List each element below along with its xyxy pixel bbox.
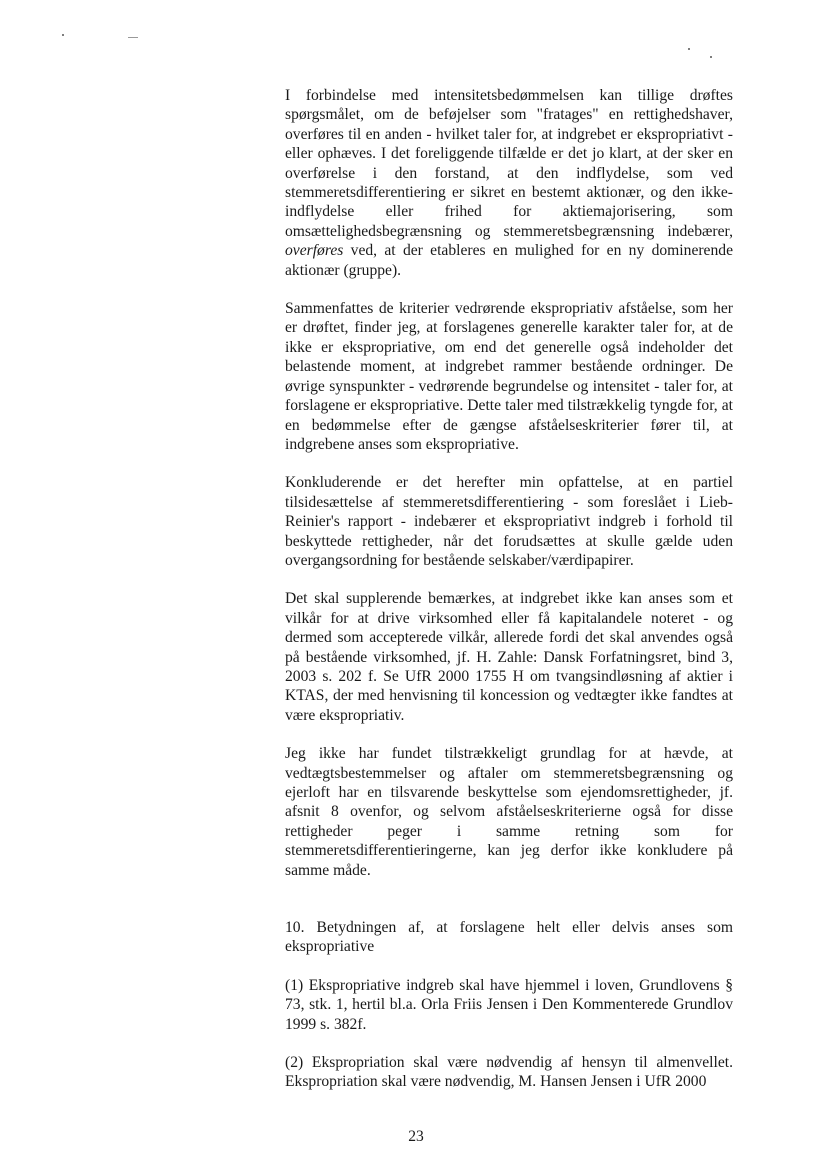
- text-run: ved, at der etableres en mulighed for en ny dominerende aktionær (gruppe).: [285, 242, 733, 279]
- body-text: [285, 86, 733, 1092]
- text-run: Det skal supplerende bemærkes, at indgrebet ikke kan anses som et vilkår for at drive virksomhed eller få kapitalandele noteret - og dermed som accepterede vilkår, allerede fordi det skal anvendes også på bestående virksomhed, jf. H. Zahle: Dansk Forfatningsret, bind 3, 2003 s. 202 f. Se UfR 2000 1755 H om tvangsindløsning af aktier i KTAS, der med henvisning til koncession og vedtægter ikke fandtes at være ekspropriativ.: [285, 590, 733, 724]
- paragraph-articles: [285, 744, 733, 880]
- scan-speck: [710, 56, 712, 58]
- text-run: (1) Ekspropriative indgreb skal have hjemmel i loven, Grundlovens § 73, stk. 1, hertil bl.a. Orla Friis Jensen i Den Kommenterede Grundlov 1999 s. 382f.: [285, 976, 733, 1033]
- paragraph-summary: [285, 299, 733, 454]
- scan-speck: [688, 48, 690, 50]
- paragraph-necessity: [285, 1053, 733, 1092]
- text-run: Jeg ikke har fundet tilstrækkeligt grundlag for at hævde, at vedtægtsbestemmelser og aftaler om stemmeretsbegrænsning og ejerloft har en tilsvarende beskyttelse som ejendomsrettigheder, jf. afsnit 8 ovenfor, og selvom afståelseskriterierne også for disse rettigheder peger i samme retning som for stemmeretsdifferentieringerne, kan jeg derfor ikke konkludere på samme måde.: [285, 745, 733, 879]
- paragraph-supplement: [285, 589, 733, 725]
- text-run: (2) Ekspropriation skal være nødvendig af hensyn til almenvellet. Ekspropriation skal være nødvendig, M. Hansen Jensen i UfR 2000: [285, 1054, 733, 1091]
- paragraph-conclusion: [285, 473, 733, 570]
- paragraph-legal-basis: [285, 976, 733, 1034]
- text-run: Sammenfattes de kriterier vedrørende ekspropriativ afståelse, som her er drøftet, finder jeg, at forslagenes generelle karakter taler for, at de ikke er ekspropriative, om end det generelle også indeholder det belastende moment, at indgrebet rammer bestående ordninger. De øvrige synspunkter - vedrørende begrundelse og intensitet - taler for, at forslagene er ekspropriative. Dette taler med tilstrækkelig tyngde for, at en bedømmelse efter de gængse afståelseskriterier fører til, at indgrebene anses som ekspropriative.: [285, 300, 733, 453]
- paragraph-intensity: [285, 86, 733, 280]
- text-run: I forbindelse med intensitetsbedømmelsen kan tillige drøftes spørgsmålet, om de beføjelser som "fratages" en rettighedshaver, overføres til en anden - hvilket taler for, at indgrebet er ekspropriativt - eller ophæves. I det foreliggende tilfælde er det jo klart, at der sker en overførelse i den forstand, at den indflydelse, som ved stemmeretsdifferentiering er sikret en bestemt aktionær, og den ikke-indflydelse eller frihed for aktiemajorisering, som omsættelighedsbegrænsning og stemmeretsbegrænsning indebærer,: [285, 87, 733, 240]
- page-number: 23: [408, 1128, 424, 1145]
- scan-speck: [128, 37, 138, 38]
- text-run: Konkluderende er det herefter min opfattelse, at en partiel tilsidesættelse af stemmeretsdifferentiering - som foreslået i Lieb-Reinier's rapport - indebærer et ekspropriativt indgreb i forhold til beskyttede rettigheder, når det forudsættes at skulle gælde uden overgangsordning for bestående selskaber/værdipapirer.: [285, 474, 733, 569]
- italic-run: overføres: [285, 242, 344, 260]
- section-heading: 10. Betydningen af, at forslagene helt eller delvis anses som ekspropriative: [285, 919, 733, 956]
- scan-speck: [62, 34, 64, 36]
